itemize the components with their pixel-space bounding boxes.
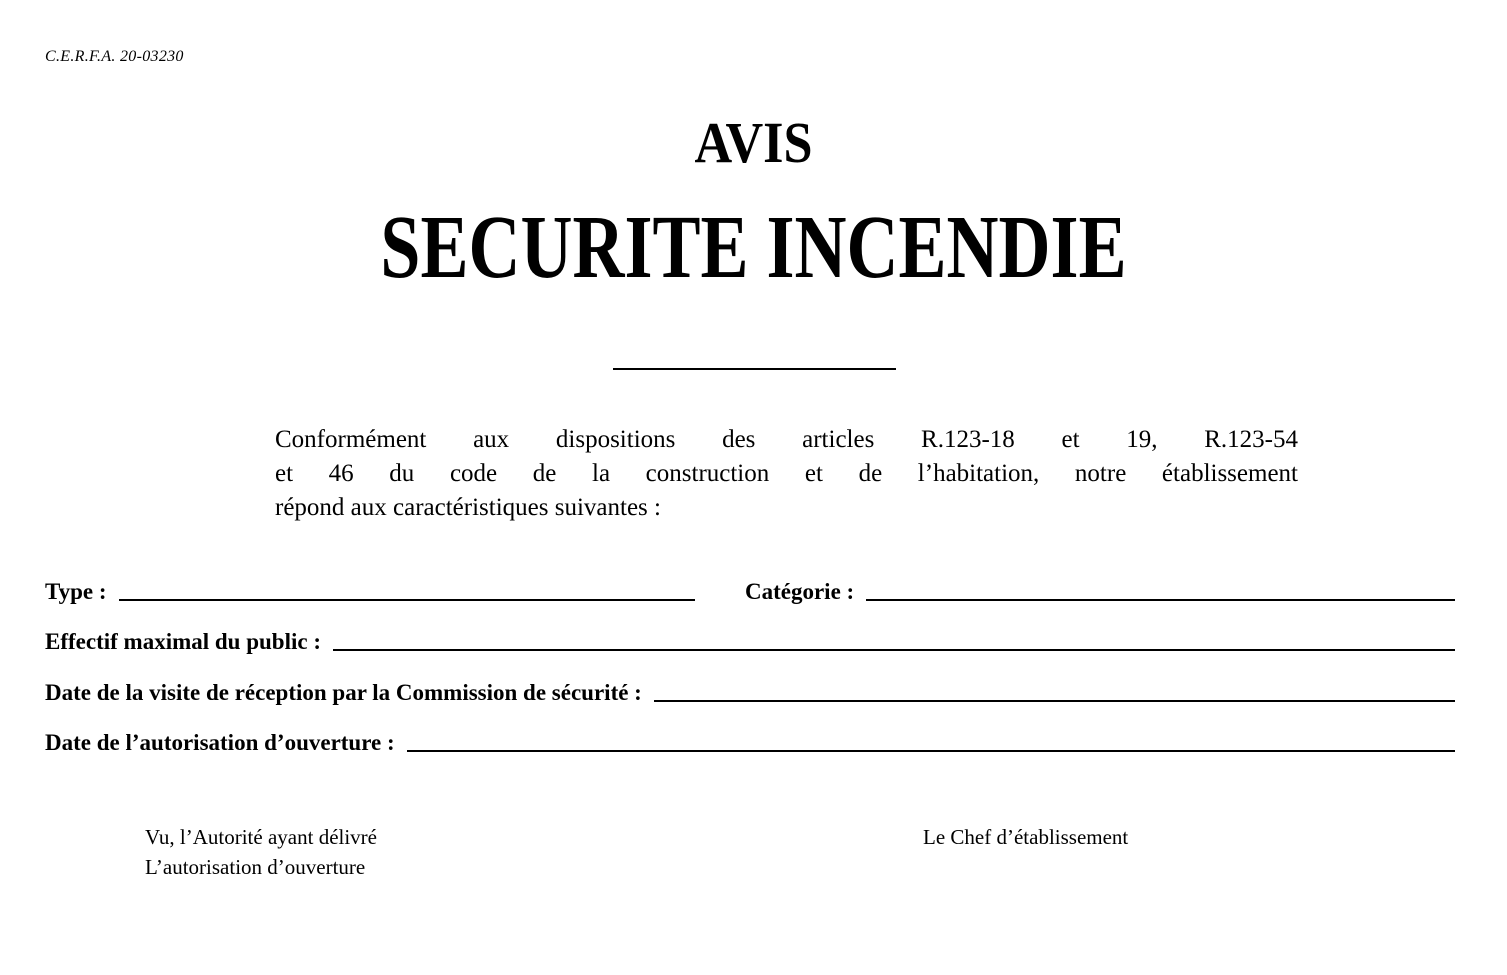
- intro-paragraph: [275, 423, 1298, 525]
- date-autorisation-blank-line[interactable]: [407, 726, 1455, 752]
- signature-authority-line-2: L’autorisation d’ouverture: [145, 855, 366, 879]
- cerfa-reference: C.E.R.F.A. 20-03230: [45, 48, 184, 65]
- field-type: [45, 575, 695, 605]
- categorie-label: Catégorie :: [745, 579, 855, 604]
- type-blank-line[interactable]: [119, 575, 695, 601]
- separator-line: [613, 368, 896, 370]
- date-visite-blank-line[interactable]: [654, 676, 1455, 702]
- document-title-small: AVIS: [694, 110, 813, 175]
- field-date-visite: [45, 676, 1455, 706]
- date-autorisation-label: Date de l’autorisation d’ouverture :: [45, 730, 395, 755]
- signature-authority-line-1: Vu, l’Autorité ayant délivré: [145, 825, 377, 849]
- type-label: Type :: [45, 579, 107, 604]
- signature-chef: Le Chef d’établissement: [923, 825, 1129, 849]
- intro-line-3: répond aux caractéristiques suivantes :: [275, 494, 661, 521]
- field-gap: [695, 575, 745, 605]
- effectif-label: Effectif maximal du public :: [45, 629, 321, 654]
- categorie-blank-line[interactable]: [866, 575, 1455, 601]
- date-visite-label: Date de la visite de réception par la Commission de sécurité :: [45, 680, 642, 705]
- field-effectif: [45, 625, 1455, 655]
- intro-line-1: Conformément aux dispositions des articles R.123-18 et 19, R.123-54: [275, 426, 1298, 453]
- intro-line-2: et 46 du code de la construction et de l’habitation, notre établissement: [275, 460, 1298, 487]
- document-title-main: SECURITE INCENDIE: [380, 198, 1127, 297]
- row-type-categorie: [45, 575, 1455, 605]
- field-categorie: [745, 575, 1455, 605]
- signature-authority: [145, 822, 377, 882]
- field-date-autorisation: [45, 726, 1455, 756]
- effectif-blank-line[interactable]: [333, 625, 1455, 651]
